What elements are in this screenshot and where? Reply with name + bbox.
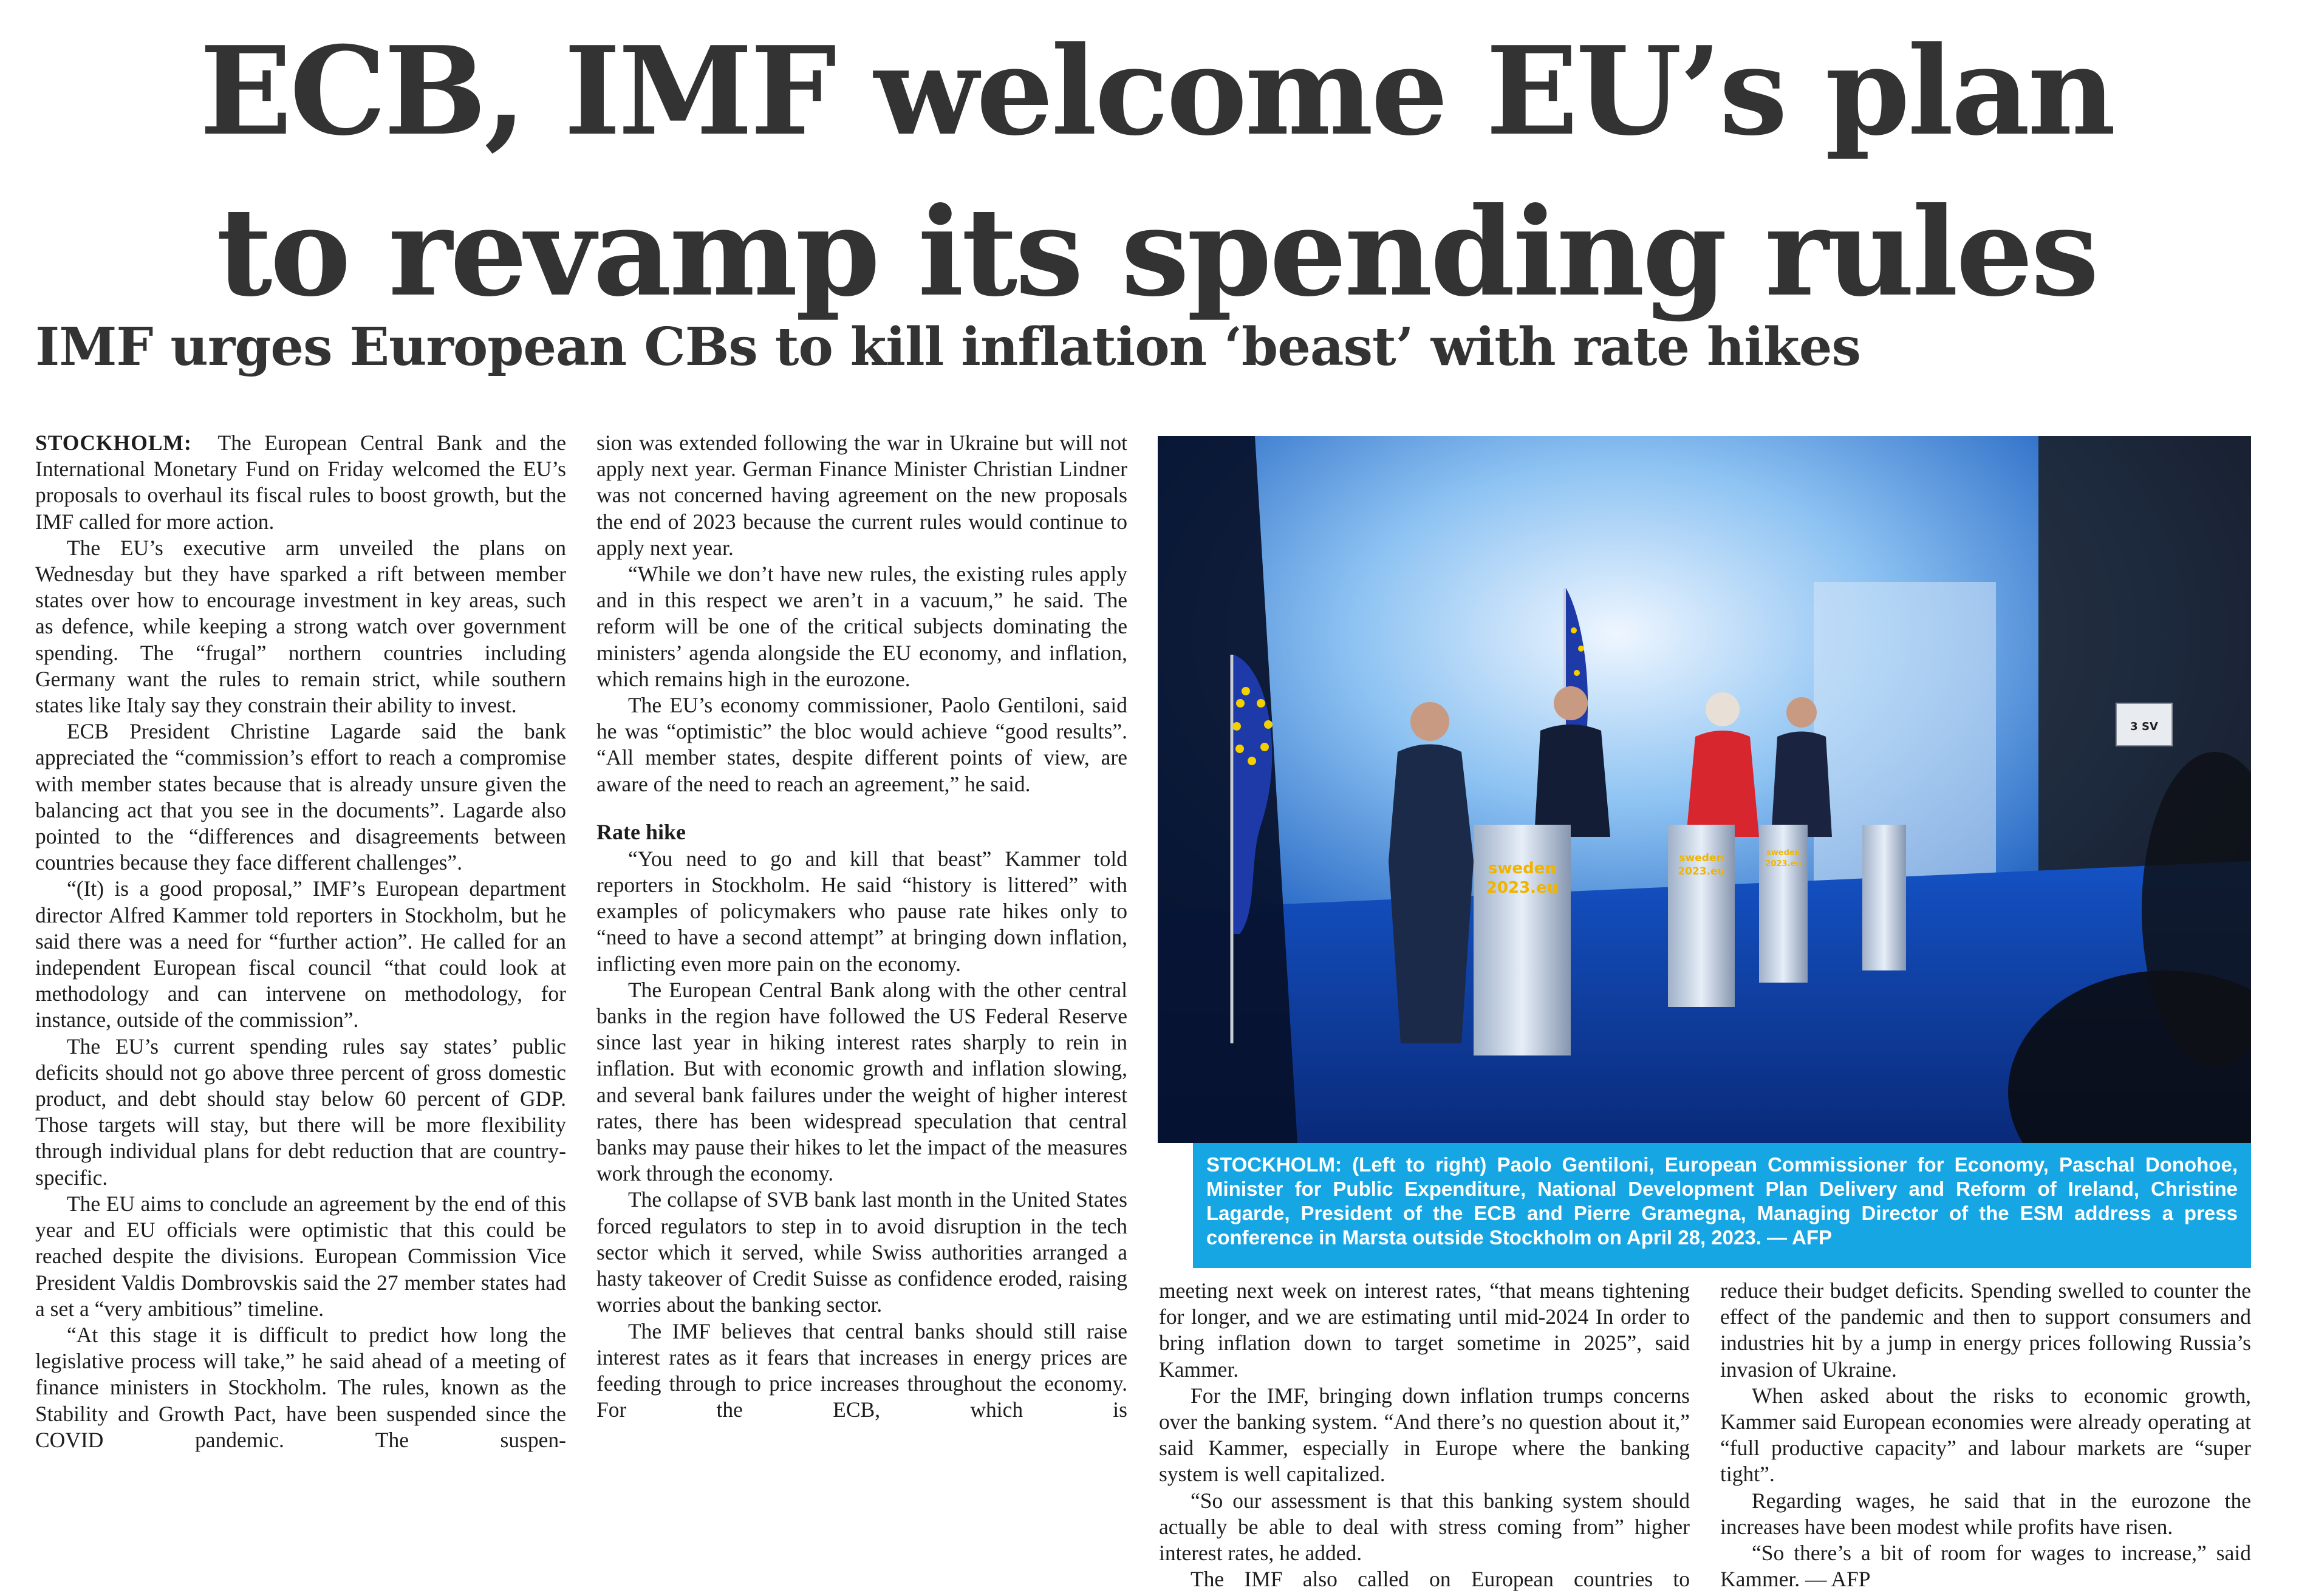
- podium: [1474, 825, 1571, 1055]
- section-subheading: Rate hike: [596, 819, 686, 844]
- paragraph: sion was extended following the war in Ukraine but will not apply next year. German Finance Minister Christian Lindner was not concerned having agreement on the new proposals the end of 2023 because the current rules would continue to apply next year.: [596, 431, 1127, 560]
- podium: [1862, 825, 1906, 970]
- paragraph: The European Central Bank along with the other central banks in the region have followed the US Federal Reserve since last year in hiking interest rates sharply to rein in inflation. But with economic growth and inflation slowing, and several bank failures under the weight of higher interest rates, there has been widespread speculation that central banks may pause their hikes to let the impact of the measures work through the economy.: [596, 977, 1127, 1186]
- podium: [1759, 825, 1808, 983]
- article-column-1: [35, 430, 566, 1584]
- paragraph: The EU’s current spending rules say states’ public deficits should not go above three percent of gross domestic product, and debt should stay below 60 percent of GDP. Those targets will stay, but there will be more flexibility through individual plans for debt reduction that are country-specific.: [35, 1034, 566, 1190]
- paragraph: “At this stage it is difficult to predict how long the legislative process will take,” he said ahead of a meeting of finance ministers in Stockholm. The rules, known as the Stability and Growth Pact, have been suspended since the COVID pandemic. The suspen-: [35, 1322, 566, 1452]
- paragraph: The collapse of SVB bank last month in the United States forced regulators to step in to avoid disruption in the tech sector which it served, while Swiss authorities arranged a hasty takeover of Credit Suisse as confidence eroded, raising worries about the banking sector.: [596, 1187, 1127, 1317]
- paragraph: “So there’s a bit of room for wages to increase,” said Kammer. — AFP: [1720, 1541, 2251, 1592]
- paragraph: Regarding wages, he said that in the eurozone the increases have been modest while profits have risen.: [1720, 1488, 2251, 1539]
- subheadline: IMF urges European CBs to kill inflation ‘beast’ with rate hikes: [35, 316, 1860, 378]
- paragraph: “So our assessment is that this banking system should actually be able to deal with stress coming from” higher interest rates, he added.: [1159, 1488, 1690, 1566]
- photo-caption: STOCKHOLM: (Left to right) Paolo Gentiloni, European Commissioner for Economy, Paschal Donohoe, Minister for Public Expenditure, National Development Plan Delivery and Reform of Ireland, Christine Lagarde, President of the ECB and Pierre Gramegna, Managing Director of the ESM address a press conference in Marsta outside Stockholm on April 28, 2023. — AFP: [1193, 1143, 2251, 1268]
- paragraph: The EU’s executive arm unveiled the plans on Wednesday but they have sparked a rift between member states over how to encourage investment in key areas, such as defence, while keeping a strong watch over government spending. The “frugal” northern countries including Germany want the rules to remain strict, while southern states like Italy say they constrain their ability to invest.: [35, 535, 566, 718]
- paragraph: reduce their budget deficits. Spending swelled to counter the effect of the pandemic and then to support consumers and industries hit by a jump in energy prices following Russia’s invasion of Ukraine.: [1720, 1278, 2251, 1382]
- paragraph: [35, 430, 566, 535]
- person-silhouette: [1389, 702, 1474, 1043]
- svg-text:sweden: sweden: [1488, 859, 1556, 878]
- paragraph: “(It) is a good proposal,” IMF’s European department director Alfred Kammer told reporters in Stockholm, but he said there was a need for “further action”. He called for an independent European fiscal council “that could look at methodology and can intervene on methodology, for instance, outside of the commission”.: [35, 876, 566, 1032]
- svg-text:2023.eu: 2023.eu: [1486, 879, 1559, 897]
- headline: [0, 11, 2313, 333]
- dateline: STOCKHOLM:: [35, 431, 192, 455]
- svg-text:3 SV: 3 SV: [2130, 720, 2158, 733]
- article-column-3: [1159, 1278, 1690, 1594]
- svg-text:sweden: sweden: [1679, 852, 1724, 864]
- paragraph: “While we don’t have new rules, the existing rules apply and in this respect we aren’t in a vacuum,” he said. The reform will be one of the critical subjects dominating the ministers’ agenda alongside the EU economy, and inflation, which remains high in the eurozone.: [596, 562, 1127, 691]
- paragraph: “You need to go and kill that beast” Kammer told reporters in Stockholm. He said “history is littered” with examples of policymakers who pause rate hikes only to “need to have a second attempt” at bringing down inflation, inflicting even more pain on the economy.: [596, 846, 1127, 976]
- paragraph: The IMF also called on European countries to: [1191, 1567, 1690, 1592]
- headline-line-2: to revamp its spending rules: [216, 181, 2097, 324]
- paragraph: meeting next week on interest rates, “that means tightening for longer, and we are estimating until mid-2024 In order to bring inflation down to target sometime in 2025”, said Kammer.: [1159, 1278, 1690, 1382]
- article-column-4: [1720, 1278, 2251, 1594]
- paragraph: The IMF believes that central banks should still raise interest rates as it fears that increases in energy prices are feeding through to price increases throughout the economy. For the ECB, which is: [596, 1318, 1127, 1422]
- svg-text:2023.eu: 2023.eu: [1765, 859, 1802, 868]
- article-column-2: [596, 430, 1127, 1584]
- svg-text:2023.eu: 2023.eu: [1678, 865, 1725, 878]
- paragraph-text: The European Central Bank and the International Monetary Fund on Friday welcomed the EU’s proposals to overhaul its fiscal rules to boost growth, but the IMF called for more action.: [35, 431, 566, 534]
- paragraph: For the IMF, bringing down inflation trumps concerns over the banking system. “And there’s no question about it,” said Kammer, especially in Europe where the banking system is well capitalized.: [1159, 1383, 1690, 1487]
- paragraph: ECB President Christine Lagarde said the bank appreciated the “commission’s effort to reach a compromise with member states because that is already unsure given the balancing act that you see in the documents”. Lagarde also pointed to the “differences and disagreements between countries because they face different challenges”.: [35, 719, 566, 875]
- podium: [1668, 825, 1735, 1007]
- press-conference-photo: [1158, 436, 2251, 1143]
- paragraph: When asked about the risks to economic growth, Kammer said European economies were already operating at “full productive capacity” and labour markets are “super tight”.: [1720, 1383, 2251, 1487]
- room-sign: [2116, 703, 2172, 746]
- headline-line-1: ECB, IMF welcome EU’s plan: [199, 20, 2114, 163]
- svg-text:sweden: sweden: [1766, 848, 1800, 858]
- paragraph: The EU’s economy commissioner, Paolo Gentiloni, said he was “optimistic” the bloc would achieve “good results”. “All member states, despite different points of view, are aware of the need to reach an agreement,” he said.: [596, 693, 1127, 796]
- paragraph: The EU aims to conclude an agreement by the end of this year and EU officials were optimistic that this could be reached despite the divisions. European Commission Vice President Valdis Dombrovskis said the 27 member states had a set a “very ambitious” timeline.: [35, 1191, 566, 1321]
